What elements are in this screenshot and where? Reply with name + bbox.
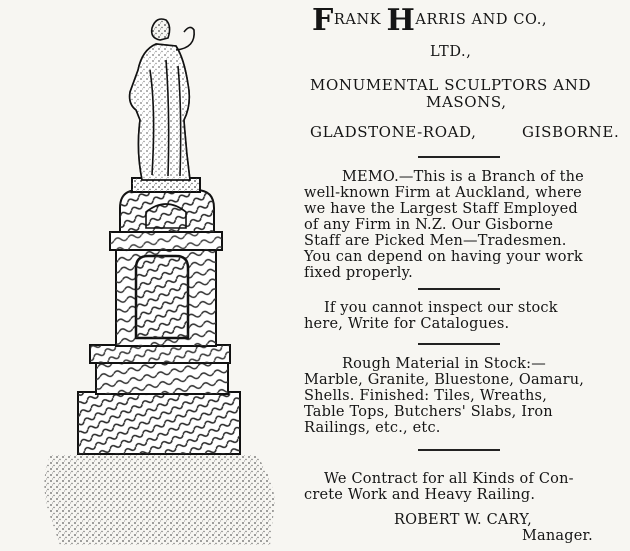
contract-line-2: crete Work and Heavy Railing. [304,487,536,503]
divider [418,343,500,345]
materials-line-5: Railings, etc., etc. [304,420,441,436]
initial-f: F [312,3,334,38]
trade-line1: MONUMENTAL SCULPTORS AND [310,76,592,94]
monument-statue-icon [20,0,280,547]
catalogue-line-1: If you cannot inspect our stock [324,300,558,316]
firm-name-line2: LTD., [430,44,472,60]
catalogue-line-2: here, Write for Catalogues. [304,316,510,332]
memo-line-4: of any Firm in N.Z. Our Gisborne [304,217,554,233]
memo-line-3: we have the Largest Staff Employed [304,201,578,217]
signature-title: Manager. [522,528,593,544]
materials-line-4: Table Tops, Butchers' Slabs, Iron [304,404,553,420]
materials-line-2: Marble, Granite, Bluestone, Oamaru, [304,372,585,388]
memo-line-5: Staff are Picked Men—Tradesmen. [304,233,567,249]
materials-line-3: Shells. Finished: Tiles, Wreaths, [304,388,548,404]
memo-line-6: You can depend on having your work [304,249,583,265]
firm-name-part2: ARRIS AND CO., [415,12,548,28]
memo-line-1: MEMO.—This is a Branch of the [342,169,584,185]
signature-name: ROBERT W. CARY, [394,512,532,528]
address-street: GLADSTONE-ROAD, [310,123,477,141]
contract-line-1: We Contract for all Kinds of Con- [324,471,574,487]
divider [418,288,500,290]
initial-h: H [386,3,416,38]
firm-name-line1 [312,3,548,38]
advert-text [296,0,630,547]
memo-line-7: fixed properly. [304,265,413,281]
address-town: GISBORNE. [522,123,620,141]
monument-illustration [20,0,280,547]
divider [418,449,500,451]
divider [418,156,500,158]
materials-line-1: Rough Material in Stock:— [342,356,546,372]
trade-line2: MASONS, [426,93,507,111]
memo-line-2: well-known Firm at Auckland, where [304,185,582,201]
firm-name-part1: RANK [333,12,387,28]
